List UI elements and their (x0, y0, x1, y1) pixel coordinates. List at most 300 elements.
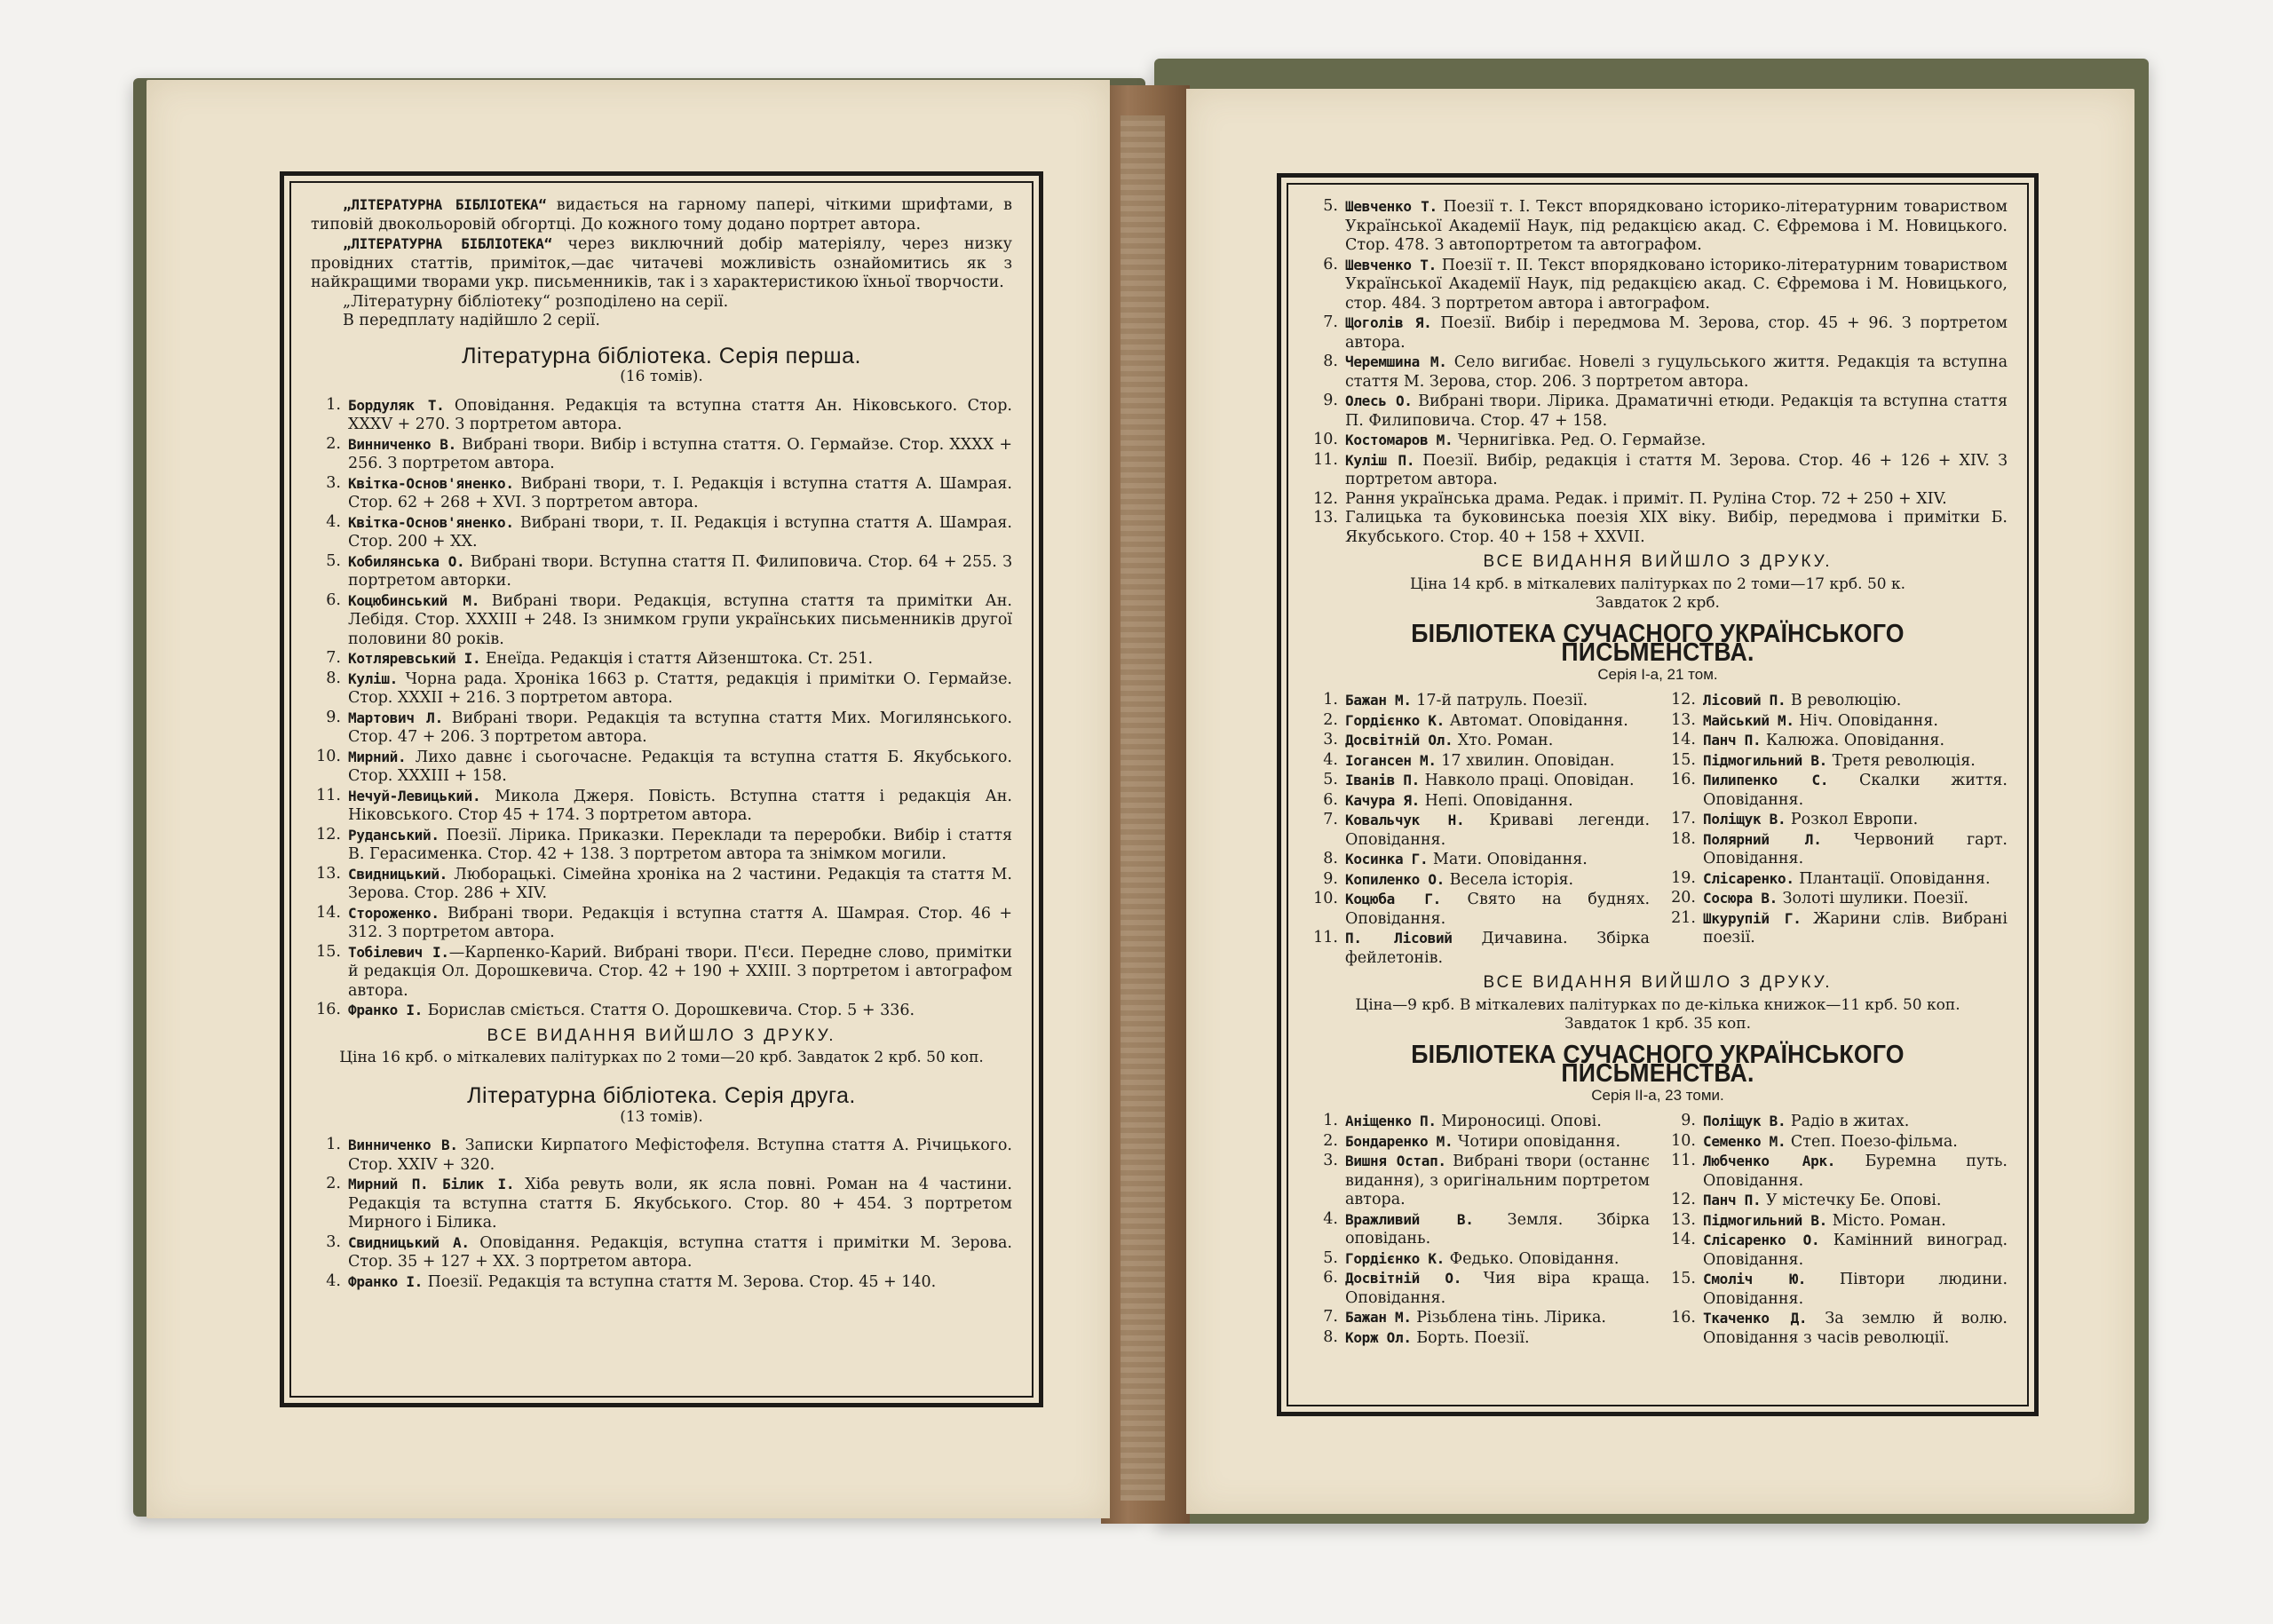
item-text (1345, 751, 1650, 772)
item-number: 9. (1323, 392, 1338, 409)
item-description: Поезії. Вибір і передмова М. Зерова, стор. 45 + 96. З портретом автора. (1345, 314, 2008, 352)
series2-count: (13 томів). (620, 1107, 703, 1126)
item-description: Весела історія. (1445, 870, 1574, 889)
list-item (1666, 771, 2008, 810)
item-description: Поезії. Редакція та вступна стаття М. Зерова. Стор. 45 + 140. (423, 1272, 937, 1291)
list-item (311, 1233, 1012, 1272)
item-description: Люборацькі. Сімейна хроніка на 2 частини. Редакція та стаття М. Зерова. Стор. 286 + XIV. (348, 865, 1012, 902)
item-author: Бажан М. (1345, 692, 1412, 709)
intro-block (311, 195, 1012, 331)
list-item (1666, 1112, 2008, 1132)
list-item (1308, 791, 1650, 812)
item-text (1703, 751, 2008, 772)
item-number: 1. (1323, 691, 1338, 709)
list-item (1308, 731, 1650, 751)
list-item (1308, 1249, 1650, 1270)
item-text (1345, 431, 2008, 451)
list-item (1666, 751, 2008, 772)
item-description: Третя революція. (1827, 751, 1976, 770)
item-description: Навколо праці. Оповідан. (1420, 772, 1635, 789)
item-author: Тобілевич І. (348, 943, 449, 961)
list-item (311, 943, 1012, 1002)
item-number: 11. (1313, 450, 1338, 469)
item-author: Нечуй-Левицький. (348, 787, 481, 804)
item-author: Мирний. (348, 748, 407, 765)
list-item (311, 649, 1012, 669)
item-number: 5. (1323, 197, 1338, 215)
item-author: Винниченко В. (348, 435, 456, 453)
list-item (1308, 811, 1650, 850)
item-number: 17. (1671, 810, 1696, 828)
item-author: П. Лісовий (1345, 930, 1453, 947)
item-author: Квітка-Основ'яненко. (348, 474, 514, 492)
item-author: Корж Ол. (1345, 1328, 1412, 1346)
list-item (1308, 850, 1650, 870)
item-description: Калюжа. Оповідання. (1761, 732, 1945, 749)
item-text (1345, 890, 1650, 929)
item-number: 4. (1323, 1209, 1338, 1228)
item-description: В революцію. (1786, 692, 1902, 709)
item-description: Вибрані твори. Лірика. Драматичні етюди. Редакція та вступна стаття П. Филиповича. Стор. 47 + 158. (1345, 392, 2008, 430)
item-text (348, 552, 1012, 591)
intro-paragraph: „Літературну бібліотеку“ розподілено на серії. (343, 292, 729, 311)
item-number: 14. (1671, 1231, 1696, 1248)
item-text (348, 787, 1012, 826)
item-text (1345, 1249, 1650, 1270)
item-author: Бондаренко М. (1345, 1132, 1453, 1150)
item-author: Поліщук В. (1703, 811, 1786, 828)
list-item (1308, 751, 1650, 772)
item-number: 2. (326, 1175, 341, 1192)
list-item (1666, 889, 2008, 909)
item-number: 16. (316, 1001, 341, 1018)
item-number: 14. (316, 903, 341, 922)
item-description: Мати. Оповідання. (1428, 851, 1588, 868)
list-item (311, 1001, 1012, 1021)
list-item (1308, 1328, 1650, 1349)
item-number: 12. (1313, 489, 1338, 508)
item-number: 15. (1671, 1270, 1696, 1287)
list-item (1308, 1132, 1650, 1153)
item-author: Олесь О. (1345, 392, 1413, 409)
item-description: Скалки життя. Оповідання. (1703, 772, 2008, 809)
item-author: Досвітній О. (1345, 1270, 1462, 1287)
item-description: Різьблена тінь. Лірика. (1411, 1309, 1606, 1327)
item-description: Ніч. Оповідання. (1794, 711, 1938, 730)
series1-price: Ціна 16 крб. о міткалевих палітурках по 2 томи—20 крб. Завдаток 2 крб. 50 коп. (339, 1049, 984, 1066)
item-number: 13. (1313, 509, 1338, 527)
item-text (1345, 1269, 1650, 1308)
item-author: Слісаренко О. (1703, 1232, 1820, 1248)
item-number: 8. (1323, 353, 1338, 370)
item-author: Котляревський І. (348, 650, 481, 667)
item-number: 4. (326, 512, 341, 531)
item-author: Мирний П. Білик І. (348, 1176, 515, 1192)
item-text (1703, 1191, 2008, 1211)
item-number: 15. (316, 942, 341, 961)
item-text (1345, 870, 1650, 891)
item-number: 12. (1671, 691, 1696, 709)
item-number: 16. (1671, 771, 1696, 788)
modern1-series: Серія І-а, 21 том. (1597, 665, 1718, 683)
intro-paragraph: „ЛІТЕРАТУРНА БІБЛІОТЕКА“ видається на гарному папері, чіткими шрифтами, в типовій двокольоровій обгортці. До кожного тому додано портрет автора. (311, 196, 1012, 234)
item-description: Борть. Поезії. (1411, 1328, 1530, 1347)
item-text (1345, 392, 2008, 431)
item-description: Червоний гарт. Оповідання. (1703, 830, 2008, 867)
item-author: Полярний Л. (1703, 830, 1822, 848)
item-number: 12. (1671, 1191, 1696, 1208)
item-text (348, 1233, 1012, 1272)
item-number: 3. (326, 1232, 341, 1251)
item-text (348, 826, 1012, 865)
item-text (1703, 810, 2008, 830)
item-text (1703, 1231, 2008, 1270)
item-description: Чия віра краща. Оповідання. (1345, 1270, 1651, 1307)
list-item (311, 435, 1012, 474)
list-item (1308, 1152, 1650, 1210)
item-author: Костомаров М. (1345, 432, 1453, 448)
item-author: Мартович Л. (348, 709, 443, 726)
item-text (348, 865, 1012, 904)
item-description: Вибрані твори. Вибір і вступна стаття. О. Гермайзе. Стор. XXXX + 256. З портретом автора. (348, 435, 1012, 472)
item-author: Лісовий П. (1703, 692, 1786, 709)
item-text (1345, 711, 1650, 732)
item-description: Чорна рада. Хроніка 1663 р. Стаття, редакція і примітки О. Гермайзе. Стор. XXXII + 216. З портретом автора. (348, 669, 1012, 707)
list-item (1666, 711, 2008, 732)
item-text (1703, 1132, 2008, 1153)
item-author: Ткаченко Д. (1703, 1310, 1808, 1327)
item-number: 6. (326, 590, 341, 609)
item-text (1345, 1132, 1650, 1153)
item-text (1345, 771, 1650, 791)
item-description: Поезії. Вибір, редакція і стаття М. Зерова. Стор. 46 + 126 + XIV. З портретом автора. (1345, 451, 2008, 488)
item-description: Криваві легенди. Оповідання. (1345, 812, 1651, 849)
list-item (1308, 1269, 1650, 1308)
list-item (311, 591, 1012, 650)
list-item (1666, 1270, 2008, 1309)
item-description: Радіо в житах. (1786, 1113, 1910, 1130)
item-number: 19. (1671, 868, 1696, 887)
item-author: Бажан М. (1345, 1309, 1412, 1326)
item-description: Вибрані твори. Редакція, вступна стаття та примітки Ан. Лебідя. Стор. XXXIII + 248. Із знимком групи українських письменників другої половини 80 років. (348, 591, 1012, 648)
item-number: 7. (1323, 811, 1338, 828)
item-author: Коцюбинський М. (348, 591, 480, 609)
list-item (311, 552, 1012, 591)
item-number: 13. (1671, 710, 1696, 729)
item-author: Ковальчук Н. (1345, 812, 1465, 828)
item-text (1703, 830, 2008, 869)
list-item (1308, 929, 1650, 968)
item-text (1703, 691, 2008, 711)
list-item (1308, 890, 1650, 929)
item-text (348, 474, 1012, 513)
item-number: 1. (326, 1136, 341, 1153)
list-item (1308, 1308, 1650, 1328)
list-item (311, 826, 1012, 865)
list-item (1666, 1211, 2008, 1232)
item-text (1345, 451, 2008, 490)
intro-paragraph: „ЛІТЕРАТУРНА БІБЛІОТЕКА“ через виключний добір матеріялу, через низку провідних статтів, приміток,—дає читачеві можливість ознайомитись як з найкращими творами укр. письменників, так і з характеристикою їхньої творчости. (311, 235, 1012, 291)
list-item (1308, 771, 1650, 791)
list-item (311, 1272, 1012, 1293)
item-description: Жарини слів. Вибрані поезії. (1703, 909, 2008, 947)
item-author: Шевченко Т. (1345, 256, 1437, 273)
list-item (1308, 451, 2008, 490)
item-author: Свидницький А. (348, 1233, 470, 1251)
item-description: Вибрані твори (останнє видання), з оригінальним портретом автора. (1345, 1153, 1650, 1208)
list-item (1308, 431, 2008, 451)
item-description: Непі. Оповідання. (1420, 791, 1573, 810)
item-description: Вибрані твори, т. I. Редакція і вступна стаття А. Шамрая. Стор. 62 + 268 + XVI. З портретом автора. (348, 474, 1012, 511)
item-description: Федько. Оповідання. (1445, 1249, 1620, 1268)
item-description: Село вигибає. Новелі з гуцульського життя. Редакція та вступна стаття М. Зерова, стор. 206. З портретом автора. (1345, 353, 2008, 391)
right-page-content (1287, 183, 2029, 1406)
item-number: 5. (326, 551, 341, 570)
item-author: Квітка-Основ'яненко. (348, 513, 514, 531)
item-author: Підмогильний В. (1703, 751, 1827, 769)
item-number: 8. (326, 669, 341, 687)
item-text (348, 748, 1012, 787)
item-text (1703, 1152, 2008, 1191)
modern2-columns (1308, 1112, 2008, 1348)
item-number: 18. (1671, 829, 1696, 848)
item-text (1345, 929, 1650, 968)
item-author: Досвітній Ол. (1345, 732, 1453, 749)
item-number: 9. (1323, 869, 1338, 888)
list-item (1308, 313, 2008, 353)
left-page-frame (280, 171, 1043, 1407)
item-description: Буремна путь. Оповідання. (1703, 1153, 2008, 1190)
spine-binding-cloth (1121, 115, 1165, 1501)
item-number: 12. (316, 825, 341, 844)
item-number: 4. (326, 1271, 341, 1290)
list-item (1308, 197, 2008, 256)
list-item (1666, 869, 2008, 890)
modern1-title: БІБЛІОТЕКА СУЧАСНОГО УКРАЇНСЬКОГО ПИСЬМЕНСТВА. (1411, 619, 1905, 667)
item-author: Іогансен М. (1345, 751, 1437, 769)
item-number: 10. (1671, 1131, 1696, 1150)
item-author: Поліщук В. (1703, 1113, 1786, 1129)
list-item (311, 396, 1012, 435)
item-number: 6. (1323, 790, 1338, 809)
item-author: Винниченко В. (348, 1137, 458, 1153)
item-author: Шевченко Т. (1345, 198, 1437, 215)
item-text (348, 709, 1012, 748)
item-author: Слісаренко. (1703, 869, 1794, 887)
item-description: Поезії. Лірика. Приказки. Переклади та переробки. Вибір і стаття В. Герасименка. Стор. 42 + 138. З портретом автора та знімком могили. (348, 826, 1012, 863)
item-number: 5. (1323, 771, 1338, 788)
item-author: Вишня Остап. (1345, 1153, 1446, 1169)
item-description: —Карпенко-Карий. Вибрані твори. П'єси. Передне слово, примітки й редакція Ол. Дорошкевича. Стор. 42 + 190 + XXIII. З портретом і автографом автора. (348, 943, 1012, 1000)
item-author: Смоліч Ю. (1703, 1271, 1807, 1287)
item-number: 8. (1323, 1327, 1338, 1346)
item-number: 1. (326, 395, 341, 414)
item-author: Шкурупій Г. (1703, 909, 1802, 927)
item-number: 11. (316, 786, 341, 804)
item-number: 7. (1323, 1308, 1338, 1326)
item-number: 2. (326, 434, 341, 453)
item-text (1703, 731, 2008, 751)
item-number: 5. (1323, 1248, 1338, 1267)
list-item (1666, 1132, 2008, 1153)
list-item (1666, 1152, 2008, 1191)
item-description: Дичавина. Збірка фейлетонів. (1345, 930, 1650, 967)
item-description: Галицька та буковинська поезія XIX віку. Вибір, передмова і примітки Б. Якубського. Стор. 40 + 158 + XXVII. (1345, 509, 2008, 546)
series2-list (311, 1136, 1012, 1292)
item-number: 7. (1323, 313, 1338, 331)
item-description: Рання українська драма. Редак. і приміт. П. Руліна Стор. 72 + 250 + XIV. (1345, 489, 1947, 508)
series1-list (311, 396, 1012, 1021)
item-text (1345, 791, 1650, 812)
item-author: Сосюра В. (1703, 890, 1778, 907)
list-item (311, 865, 1012, 904)
item-description: Вибрані твори, т. II. Редакція і вступна стаття А. Шамрая. Стор. 200 + XX. (348, 513, 1012, 551)
item-author: Куліш П. (1345, 451, 1415, 469)
item-description: Чернигівка. Ред. О. Гермайзе. (1453, 432, 1707, 449)
modern2-column-2 (1666, 1112, 2008, 1348)
list-item (311, 513, 1012, 552)
item-text (348, 396, 1012, 435)
item-text (348, 1175, 1012, 1233)
item-number: 1. (1323, 1112, 1338, 1129)
list-item (1308, 490, 2008, 510)
item-description: Чотири оповідання. (1453, 1132, 1621, 1151)
item-author: Підмогильний В. (1703, 1211, 1827, 1229)
item-text (1703, 771, 2008, 810)
item-author: Гордієнко К. (1345, 1249, 1445, 1267)
modern1-column-1 (1308, 691, 1650, 968)
series2-continued-list (1308, 197, 2008, 547)
list-item (311, 1136, 1012, 1175)
item-author: Свидницький. (348, 865, 447, 883)
modern1-columns (1308, 691, 2008, 968)
item-text (348, 435, 1012, 474)
item-text (1345, 850, 1650, 870)
item-text (348, 943, 1012, 1002)
item-author: Щоголів Я. (1345, 314, 1432, 331)
series1-count: (16 томів). (620, 368, 703, 385)
item-text (1345, 1152, 1650, 1210)
item-number: 7. (326, 649, 341, 667)
left-page-content (289, 181, 1034, 1398)
item-number: 9. (1681, 1112, 1696, 1129)
item-author: Черемшина М. (1345, 353, 1447, 370)
item-number: 14. (1671, 731, 1696, 749)
item-description: У містечку Бе. Опові. (1761, 1192, 1942, 1209)
item-text (1345, 691, 1650, 711)
item-author: Стороженко. (348, 904, 440, 922)
list-item (311, 904, 1012, 943)
item-text (348, 669, 1012, 709)
modern1-out-of-print: ВСЕ ВИДАННЯ ВИЙШЛО З ДРУКУ. (1483, 973, 1833, 992)
item-description: Земля. Збірка оповідань. (1345, 1210, 1651, 1248)
item-text (348, 904, 1012, 943)
item-author: Кобилянська О. (348, 552, 465, 570)
list-item (311, 748, 1012, 787)
item-number: 16. (1671, 1309, 1696, 1327)
item-author: Семенко М. (1703, 1132, 1786, 1150)
item-description: 17 хвилин. Оповідан. (1436, 751, 1615, 770)
list-item (1666, 810, 2008, 830)
item-text (1703, 711, 2008, 732)
item-description: Поезії т. I. Текст впорядковано історико-літературним товариством Української Академії Наук, під редакцією акад. С. Єфремова і М. Новицького. Стор. 478. З автопортретом та автографом. (1345, 198, 2008, 254)
modern1-column-2 (1666, 691, 2008, 968)
list-item (1666, 1191, 2008, 1211)
item-author: Коцюба Г. (1345, 891, 1441, 907)
item-author: Пилипенко С. (1703, 772, 1829, 788)
item-author: Вражливий В. (1345, 1210, 1474, 1228)
item-number: 3. (1323, 1152, 1338, 1169)
item-text (348, 1272, 1012, 1293)
item-number: 3. (1323, 731, 1338, 749)
item-author: Майський М. (1703, 711, 1794, 729)
list-item (1666, 731, 2008, 751)
item-number: 11. (1313, 929, 1338, 947)
item-number: 15. (1671, 750, 1696, 769)
item-description: Вибрані твори. Вступна стаття П. Филиповича. Стор. 64 + 255. З портретом авторки. (348, 552, 1012, 590)
item-number: 13. (316, 864, 341, 883)
item-author: Панч П. (1703, 1192, 1762, 1208)
item-text (1345, 1210, 1650, 1249)
item-text (1345, 313, 2008, 353)
series1-title: Літературна бібліотека. Серія перша. (462, 343, 861, 368)
list-item (1308, 256, 2008, 314)
list-item (1308, 392, 2008, 431)
item-number: 10. (316, 747, 341, 765)
item-description: Степ. Поезо-фільма. (1786, 1132, 1958, 1151)
item-number: 2. (1323, 710, 1338, 729)
item-number: 20. (1671, 889, 1696, 907)
item-description: Борислав сміється. Стаття О. Дорошкевича. Стор. 5 + 336. (423, 1002, 915, 1019)
item-description: Хіба ревуть воли, як ясла повні. Роман на 4 частини. Редакція та вступна стаття Б. Якубського. Стор. 80 + 454. З портретом Мирного і Білика. (348, 1176, 1012, 1232)
item-number: 10. (1313, 431, 1338, 448)
item-description: За землю й волю. Оповідання з часів революції. (1703, 1310, 2008, 1347)
modern2-column-1 (1308, 1112, 1650, 1348)
list-item (311, 709, 1012, 748)
item-text (1345, 490, 2008, 510)
modern1-price: Ціна—9 крб. В міткалевих палітурках по де-кілька книжок—11 крб. 50 коп. (1355, 995, 1960, 1014)
list-item (311, 474, 1012, 513)
item-text (1345, 256, 2008, 314)
list-item (1666, 691, 2008, 711)
item-description: Мироносиці. Опові. (1436, 1113, 1602, 1130)
item-description: Оповідання. Редакція, вступна стаття і примітки М. Зерова. Стор. 35 + 127 + XX. З портретом автора. (348, 1233, 1012, 1271)
modern2-series: Серія ІІ-а, 23 томи. (1591, 1086, 1724, 1104)
item-number: 3. (326, 473, 341, 492)
item-description: Хто. Роман. (1453, 732, 1554, 749)
item-text (1703, 1211, 2008, 1232)
item-text (348, 1136, 1012, 1175)
item-number: 9. (326, 708, 341, 726)
list-item (1308, 691, 1650, 711)
item-description: Камінний виноград. Оповідання. (1703, 1232, 2008, 1269)
item-number: 13. (1671, 1210, 1696, 1229)
list-item (1308, 1210, 1650, 1249)
series2-price: Ціна 14 крб. в міткалевих палітурках по 2 томи—17 крб. 50 к. (1409, 574, 1906, 593)
list-item (1308, 509, 2008, 547)
item-author: Гордієнко К. (1345, 711, 1445, 729)
list-item (1308, 1112, 1650, 1132)
item-number: 11. (1671, 1152, 1696, 1169)
list-item (311, 787, 1012, 826)
item-description: Свято на буднях. Оповідання. (1345, 891, 1651, 928)
series2-deposit: Завдаток 2 крб. (1596, 593, 1720, 612)
item-author: Бордуляк Т. (348, 396, 445, 414)
item-text (1703, 889, 2008, 909)
list-item (1666, 1231, 2008, 1270)
series2-out-of-print: ВСЕ ВИДАННЯ ВИЙШЛО З ДРУКУ. (1483, 552, 1833, 571)
item-text (1703, 1112, 2008, 1132)
